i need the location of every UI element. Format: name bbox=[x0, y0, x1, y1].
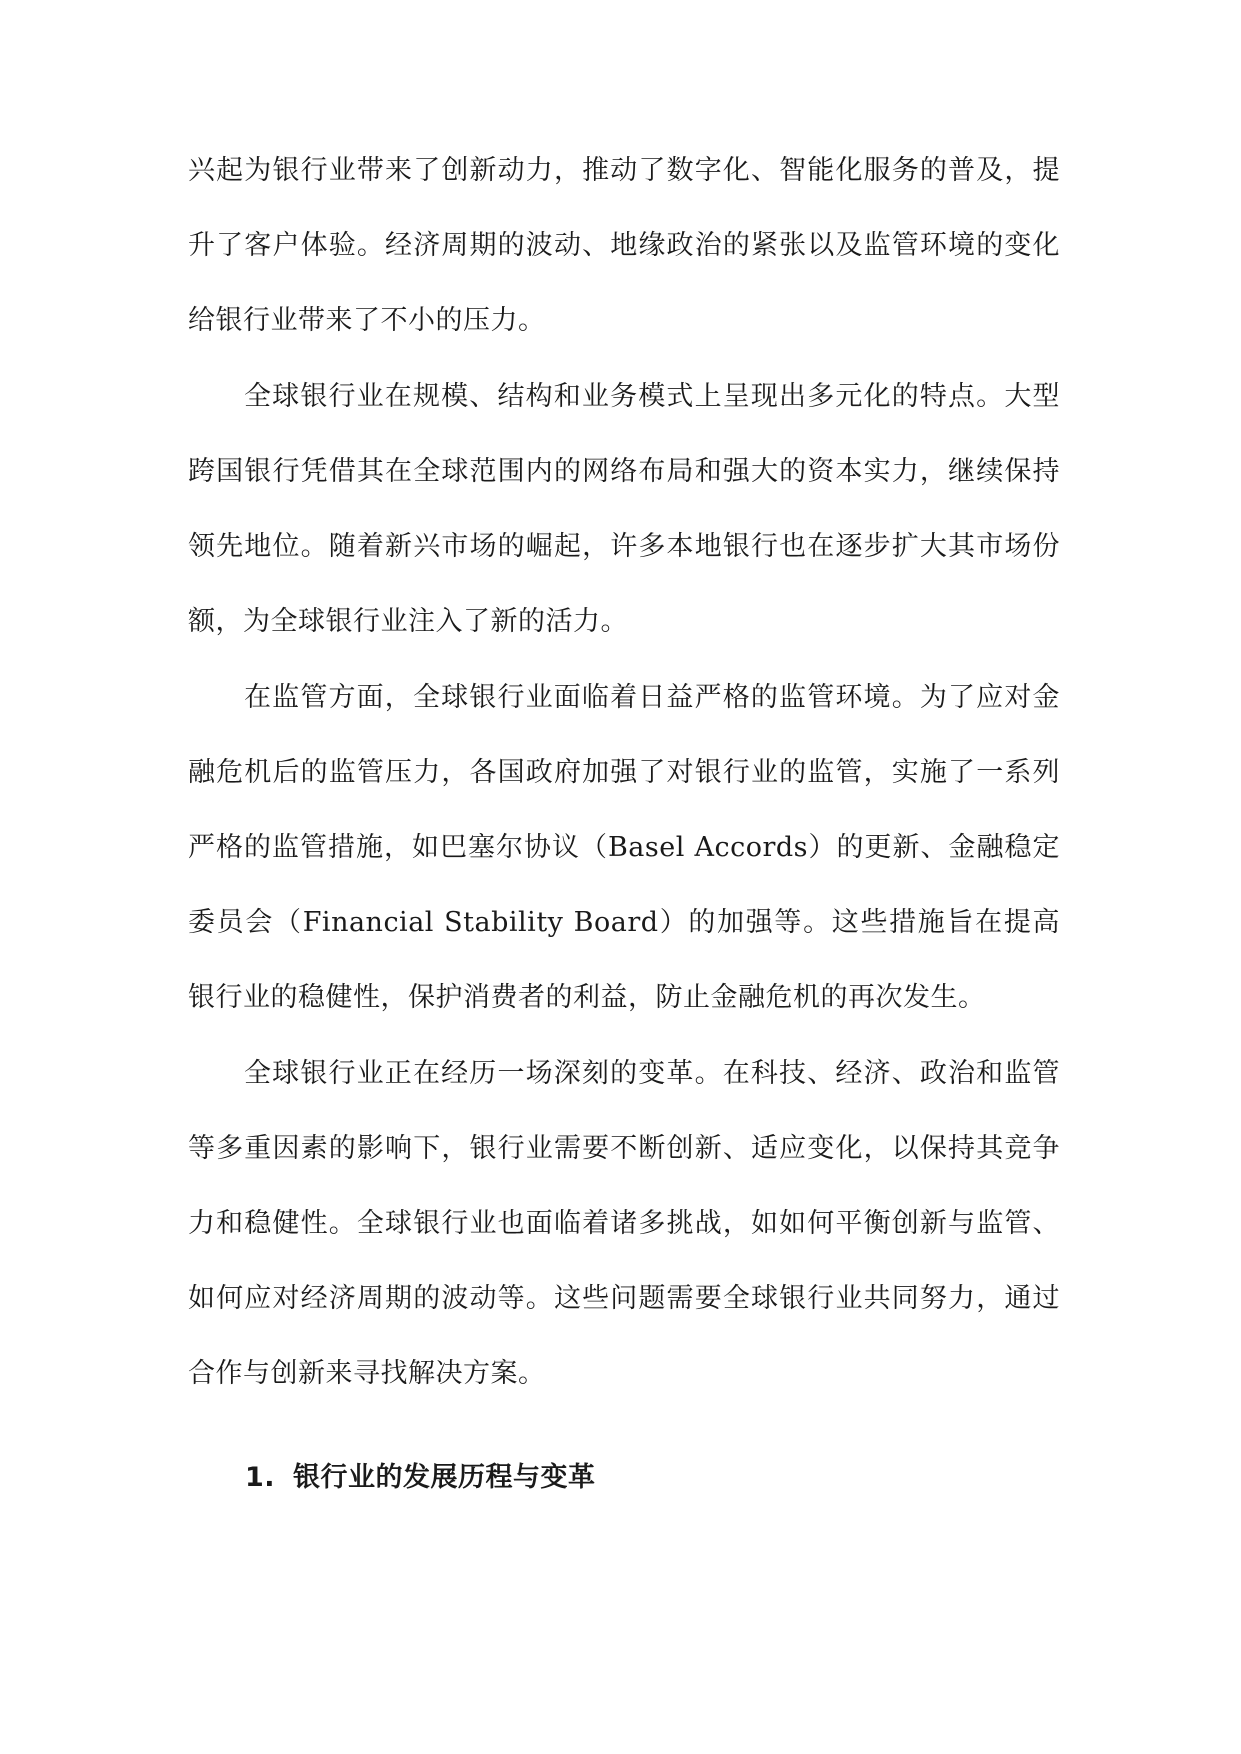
section-number: 1. bbox=[245, 1462, 276, 1493]
section-title: 银行业的发展历程与变革 bbox=[293, 1462, 596, 1493]
section-heading bbox=[245, 1458, 596, 1498]
paragraph-global-banking-structure: 全球银行业在规模、结构和业务模式上呈现出多元化的特点。大型跨国银行凭借其在全球范围内的网络布局和强大的资本实力，继续保持领先地位。随着新兴市场的崛起，许多本地银行也在逐步扩大其市场份额，为全球银行业注入了新的活力。 bbox=[188, 381, 1060, 637]
paragraph-continuation: 兴起为银行业带来了创新动力，推动了数字化、智能化服务的普及，提升了客户体验。经济周期的波动、地缘政治的紧张以及监管环境的变化给银行业带来了不小的压力。 bbox=[188, 155, 1060, 336]
body-text bbox=[188, 133, 1060, 1411]
paragraph-transformation: 全球银行业正在经历一场深刻的变革。在科技、经济、政治和监管等多重因素的影响下，银行业需要不断创新、适应变化，以保持其竞争力和稳健性。全球银行业也面临着诸多挑战，如如何平衡创新与监管、如何应对经济周期的波动等。这些问题需要全球银行业共同努力，通过合作与创新来寻找解决方案。 bbox=[188, 1058, 1060, 1389]
paragraph-regulation: 在监管方面，全球银行业面临着日益严格的监管环境。为了应对金融危机后的监管压力，各国政府加强了对银行业的监管，实施了一系列严格的监管措施，如巴塞尔协议（Basel Accords）的更新、金融稳定委员会（Financial Stability Board）的加强等。这些措施旨在提高银行业的稳健性，保护消费者的利益，防止金融危机的再次发生。 bbox=[188, 682, 1060, 1013]
